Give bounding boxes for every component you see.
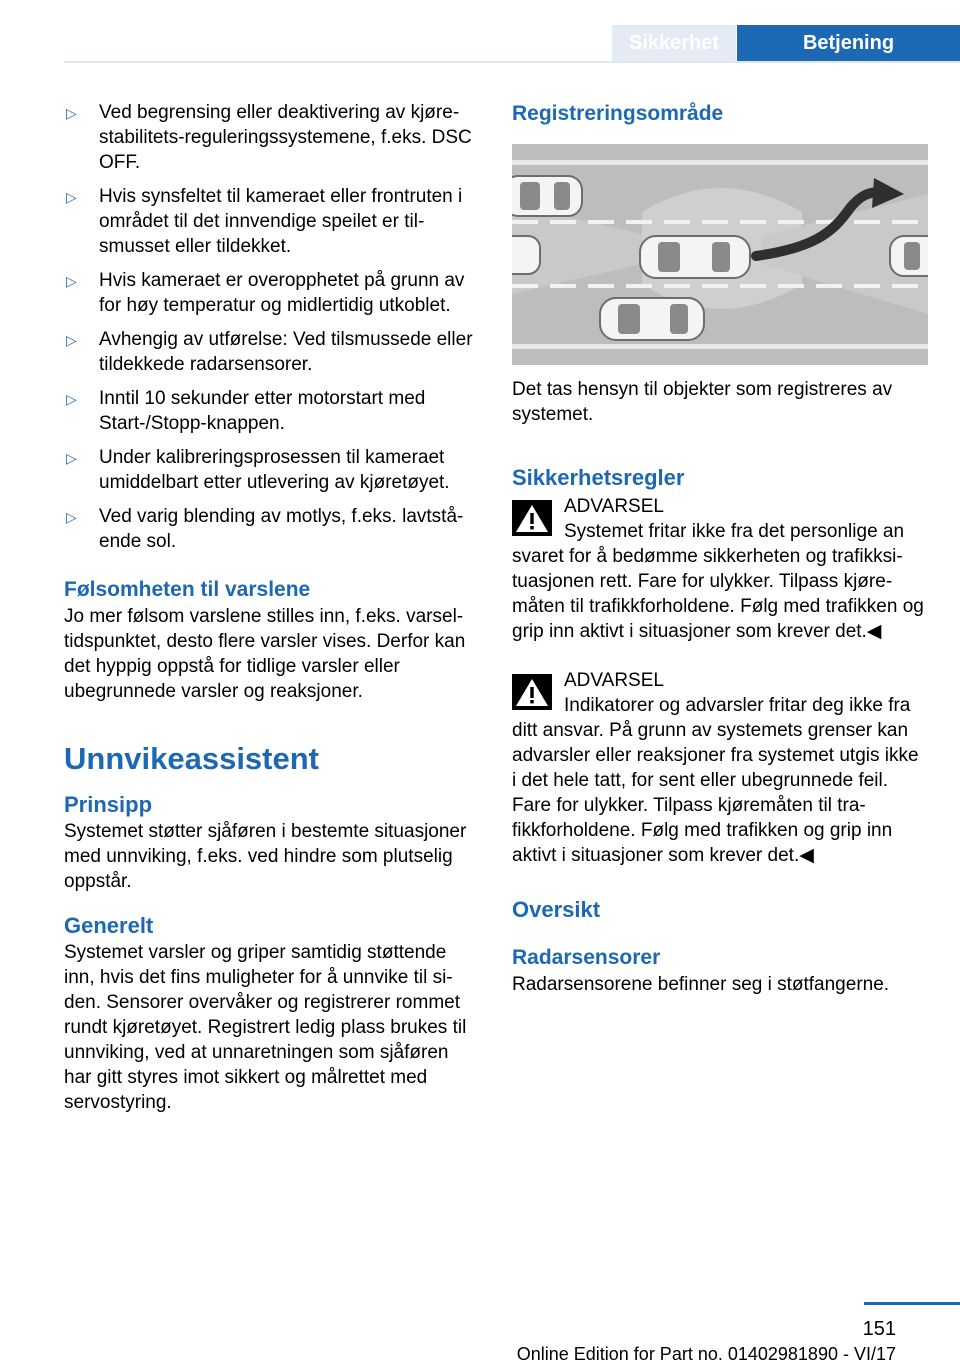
radar-text: Radarsensorene befinner seg i støtfangerne. (512, 974, 890, 995)
list-item: ▷ Under kalibreringsprosessen til kameraet umiddelbart etter utlevering av kjøretøyet. (66, 447, 450, 493)
bullet-triangle-icon: ▷ (66, 450, 77, 466)
bullet-triangle-icon: ▷ (66, 273, 77, 289)
overview-heading: Oversikt (512, 897, 601, 922)
detection-area-illustration (512, 144, 928, 365)
main-heading: Unnvikeassistent (64, 741, 319, 776)
bullet-triangle-icon: ▷ (66, 105, 77, 121)
warning-text: Indikatorer og advarsler fritar deg ikke fra ditt ansvar. På grunn av systemets grenser kan advarsler eller reaksjoner fra systemet utgis ikke i det hele tatt, for sent eller ubegrunnede feil. Fare for ulykker. Tilpass kjøremåten til trafikkforholdene. Følg med trafikken og grip inn aktivt i situasjoner som krever det.◀ (512, 695, 919, 866)
edition-text: Online Edition for Part no. 01402981890 - VI/17 (516, 1344, 896, 1364)
warning-triangle-icon (512, 500, 552, 536)
header-rule (64, 61, 960, 63)
list-item: ▷ Inntil 10 sekunder etter motorstart med Start-/Stopp-knappen. (66, 388, 426, 434)
warning-box (512, 668, 928, 868)
warning-box (512, 494, 928, 644)
bullet-triangle-icon: ▷ (66, 509, 77, 525)
warning-title: ADVARSEL (564, 670, 664, 691)
radar-heading: Radarsensorer (512, 946, 661, 969)
list-item: ▷ Hvis kameraet er overopphetet på grunn av for høy temperatur og midlertidig utkoblet. (66, 270, 465, 316)
left-column (64, 100, 479, 1115)
bullet-triangle-icon: ▷ (66, 391, 77, 407)
list-item: ▷ Hvis synsfeltet til kameraet eller frontruten i området til det innvendige speilet er tilsmusset eller tildekket. (66, 186, 463, 257)
warning-text: Systemet fritar ikke fra det personlige an svaret for å bedømme sikkerheten og trafikksituasjonen rett. Fare for ulykker. Tilpass kjøremåten til trafikkforholdene. Følg med trafikken og grip inn aktivt i situasjoner som krever det.◀ (512, 521, 924, 642)
bullet-triangle-icon: ▷ (66, 332, 77, 348)
condition-list (64, 100, 479, 554)
warning-triangle-icon (512, 674, 552, 710)
right-column (512, 100, 928, 997)
principle-text: Systemet støtter sjåføren i bestemte situasjoner med unnviking, f.eks. ved hindre som plutselig oppstår. (64, 821, 467, 892)
list-item: ▷ Ved varig blending av motlys, f.eks. lavtstående sol. (66, 506, 464, 552)
list-item: ▷ Ved begrensing eller deaktivering av kjørestabilitets-reguleringssystemene, f.eks. DSC OFF. (66, 102, 472, 173)
footer-rule (864, 1302, 960, 1305)
page-number: 151 (862, 1318, 896, 1340)
principle-heading: Prinsipp (64, 792, 153, 817)
list-item: ▷ Avhengig av utførelse: Ved tilsmussede eller tildekkede radarsensorer. (66, 329, 473, 375)
detection-caption: Det tas hensyn til objekter som registreres av systemet. (512, 379, 893, 425)
detection-heading: Registreringsområde (512, 102, 724, 125)
safety-heading: Sikkerhetsregler (512, 465, 685, 490)
bullet-triangle-icon: ▷ (66, 189, 77, 205)
general-text: Systemet varsler og griper samtidig støttende inn, hvis det fins muligheter for å unnvike til siden. Sensorer overvåker og registrerer rommet rundt kjøretøyet. Registrert ledig plass brukes til unnviking, ved at unnaretningen som sjåføren har gitt styres imot sikkert og målrettet med servostyring. (64, 942, 467, 1113)
sensitivity-text: Jo mer følsom varslene stilles inn, f.eks. varseltidspunktet, desto flere varsler vises. Derfor kan det hyppig oppstå for tidlige varsler eller ubegrunnede varsler og reaksjoner. (64, 606, 466, 702)
detection-area-image (512, 144, 928, 365)
tab-operation[interactable]: Betjening (737, 25, 960, 61)
warning-title: ADVARSEL (564, 496, 664, 517)
tab-safety[interactable]: Sikkerhet (612, 25, 736, 61)
sensitivity-heading: Følsomheten til varslene (64, 578, 311, 601)
general-heading: Generelt (64, 913, 154, 938)
